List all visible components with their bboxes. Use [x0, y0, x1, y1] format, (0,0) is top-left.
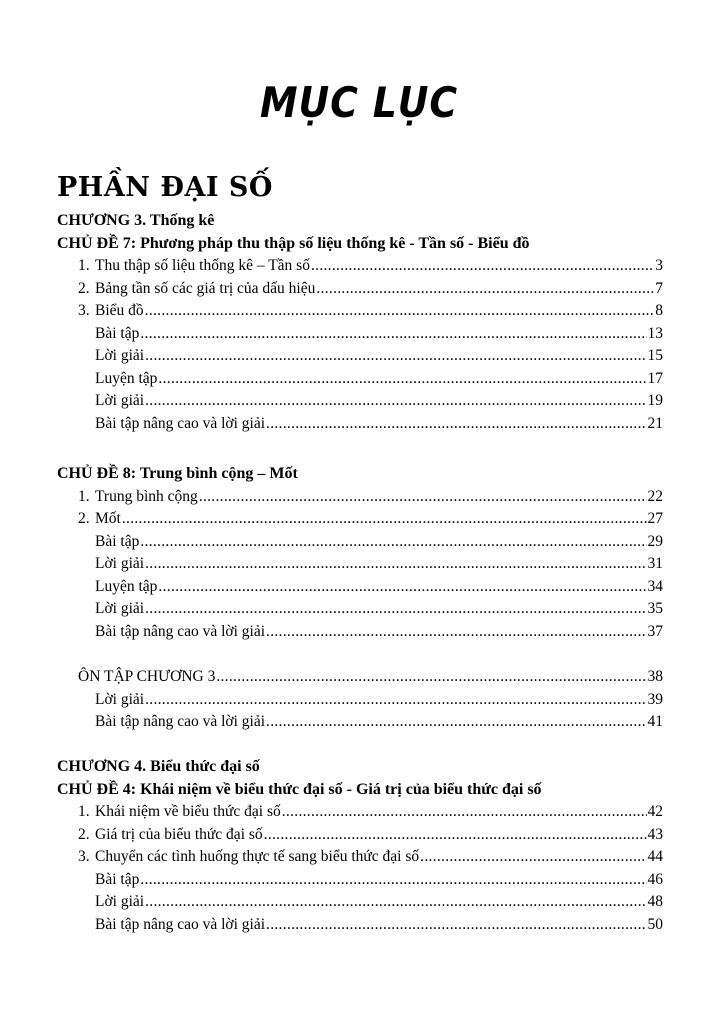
toc-group	[57, 210, 663, 435]
entry-number: 3.	[78, 302, 90, 319]
toc-entry[interactable]	[57, 576, 663, 599]
entry-number: 1.	[78, 487, 90, 505]
dot-leader	[266, 711, 646, 734]
entry-number	[57, 531, 95, 554]
dot-leader	[420, 846, 646, 869]
entry-number: 2.	[78, 510, 90, 527]
entry-label: Bài tập	[95, 324, 140, 342]
entry-label: Giá trị của biểu thức đại số	[95, 825, 263, 843]
toc-entry[interactable]	[57, 689, 663, 712]
entry-number: 3.	[78, 848, 90, 865]
toc-entry[interactable]	[57, 891, 663, 914]
toc-entry[interactable]	[57, 390, 663, 413]
entry-label: Mốt	[95, 510, 121, 527]
entry-label: Bài tập	[95, 870, 140, 888]
dot-leader	[140, 869, 646, 892]
entry-number	[57, 390, 95, 413]
dot-leader	[199, 486, 647, 509]
dot-leader	[158, 576, 646, 599]
toc-entry[interactable]	[57, 255, 663, 278]
toc-entry[interactable]	[57, 621, 663, 644]
entry-number	[57, 689, 95, 712]
entry-number	[57, 413, 95, 436]
dot-leader	[266, 914, 646, 937]
entry-page-number: 42	[647, 803, 663, 820]
entry-label: Lời giải	[95, 347, 145, 364]
topic-heading: CHỦ ĐỀ 7: Phương pháp thu thập số liệu thống kê - Tần số - Biểu đồ	[57, 234, 530, 252]
entry-page-number: 29	[647, 532, 663, 550]
dot-leader	[145, 390, 646, 413]
dot-leader	[140, 323, 646, 346]
toc-entry[interactable]	[57, 413, 663, 436]
entry-label: Lời giải	[95, 600, 145, 617]
entry-label: Khái niệm về biểu thức đại số	[95, 803, 281, 820]
entry-label: Bài tập nâng cao và lời giải	[95, 414, 266, 432]
entry-label: Bài tập nâng cao và lời giải	[95, 713, 266, 730]
entry-page-number: 46	[647, 870, 663, 888]
entry-number	[57, 914, 95, 937]
dot-leader	[145, 300, 655, 323]
chapter-heading: CHƯƠNG 3. Thống kê	[57, 212, 215, 229]
toc-entry[interactable]	[57, 914, 663, 937]
entry-label: Bài tập	[95, 532, 140, 550]
dot-leader	[316, 278, 654, 301]
entry-label: Chuyển các tình huống thực tế sang biểu thức đại số	[95, 848, 420, 865]
dot-leader	[145, 345, 646, 368]
dot-leader	[145, 598, 646, 621]
entry-number	[57, 553, 95, 576]
entry-number: 2.	[78, 279, 90, 297]
entry-number	[57, 711, 95, 734]
entry-page-number: 37	[647, 622, 663, 640]
topic-heading: CHỦ ĐỀ 4: Khái niệm về biểu thức đại số - Giá trị của biểu thức đại số	[57, 780, 542, 798]
entry-page-number: 21	[647, 414, 663, 432]
entry-page-number: 31	[647, 555, 663, 572]
entry-page-number: 19	[647, 392, 663, 409]
document-title: MỤC LỤC	[259, 78, 459, 127]
entry-label: Lời giải	[95, 392, 145, 409]
entry-page-number: 43	[647, 825, 663, 843]
entry-label: ÔN TẬP CHƯƠNG 3	[78, 668, 216, 685]
dot-leader	[145, 891, 646, 914]
entry-number: 1.	[78, 257, 90, 274]
entry-page-number: 39	[647, 690, 663, 708]
toc-entry[interactable]	[57, 553, 663, 576]
dot-leader	[145, 689, 646, 712]
dot-leader	[122, 508, 647, 531]
toc-group	[57, 756, 663, 936]
entry-page-number: 15	[647, 347, 663, 364]
entry-number	[57, 621, 95, 644]
dot-leader	[282, 801, 647, 824]
dot-leader	[264, 824, 647, 847]
entry-label: Lời giải	[95, 555, 145, 572]
dot-leader	[216, 666, 646, 689]
entry-number	[57, 323, 95, 346]
entry-page-number: 27	[647, 510, 663, 527]
toc-entry[interactable]	[57, 824, 663, 847]
toc-entry[interactable]	[57, 869, 663, 892]
toc-entry[interactable]	[57, 711, 663, 734]
chapter-heading: CHƯƠNG 4. Biểu thức đại số	[57, 758, 260, 775]
toc-entry[interactable]	[57, 345, 663, 368]
entry-number	[57, 891, 95, 914]
entry-label: Bài tập nâng cao và lời giải	[95, 915, 266, 933]
entry-label: Biểu đồ	[95, 302, 144, 319]
toc-entry[interactable]	[57, 666, 663, 689]
toc-entry[interactable]	[57, 846, 663, 869]
entry-number	[57, 666, 78, 689]
entry-page-number: 35	[647, 600, 663, 617]
toc-entry[interactable]	[57, 368, 663, 391]
entry-label: Lời giải	[95, 893, 145, 910]
entry-page-number: 3	[655, 257, 663, 274]
entry-label: Lời giải	[95, 690, 145, 708]
topic-heading: CHỦ ĐỀ 8: Trung bình cộng – Mốt	[57, 465, 298, 482]
entry-number	[57, 598, 95, 621]
entry-number: 1.	[78, 803, 90, 820]
toc-group	[57, 666, 663, 734]
entry-label: Trung bình cộng	[95, 487, 198, 505]
entry-label: Thu thập số liệu thống kê – Tần số	[95, 257, 310, 274]
entry-page-number: 48	[647, 893, 663, 910]
dot-leader	[266, 621, 646, 644]
entry-page-number: 38	[647, 668, 663, 685]
dot-leader	[311, 255, 654, 278]
toc-entry[interactable]	[57, 486, 663, 509]
entry-page-number: 50	[647, 915, 663, 933]
entry-page-number: 44	[647, 848, 663, 865]
dot-leader	[266, 413, 646, 436]
dot-leader	[145, 553, 646, 576]
toc-entry[interactable]	[57, 323, 663, 346]
entry-page-number: 41	[647, 713, 663, 730]
entry-page-number: 17	[647, 369, 663, 387]
entry-page-number: 34	[647, 577, 663, 595]
dot-leader	[140, 531, 646, 554]
entry-page-number: 13	[647, 324, 663, 342]
entry-label: Luyện tập	[95, 369, 158, 387]
toc-entry[interactable]	[57, 508, 663, 531]
toc-entry[interactable]	[57, 598, 663, 621]
entry-page-number: 8	[655, 302, 663, 319]
entry-number	[57, 869, 95, 892]
dot-leader	[158, 368, 646, 391]
entry-label: Bài tập nâng cao và lời giải	[95, 622, 266, 640]
entry-number: 2.	[78, 825, 90, 843]
entry-number	[57, 345, 95, 368]
part-heading: PHẦN ĐẠI SỐ	[57, 172, 273, 203]
toc-entry[interactable]	[57, 531, 663, 554]
entry-number	[57, 576, 95, 599]
entry-label: Bảng tần số các giá trị của dấu hiệu	[95, 279, 316, 297]
toc-entry[interactable]	[57, 801, 663, 824]
toc-group	[57, 463, 663, 643]
entry-label: Luyện tập	[95, 577, 158, 595]
entry-page-number: 7	[655, 279, 663, 297]
entry-page-number: 22	[647, 487, 663, 505]
entry-number	[57, 368, 95, 391]
toc-entry[interactable]	[57, 300, 663, 323]
toc-entry[interactable]	[57, 278, 663, 301]
